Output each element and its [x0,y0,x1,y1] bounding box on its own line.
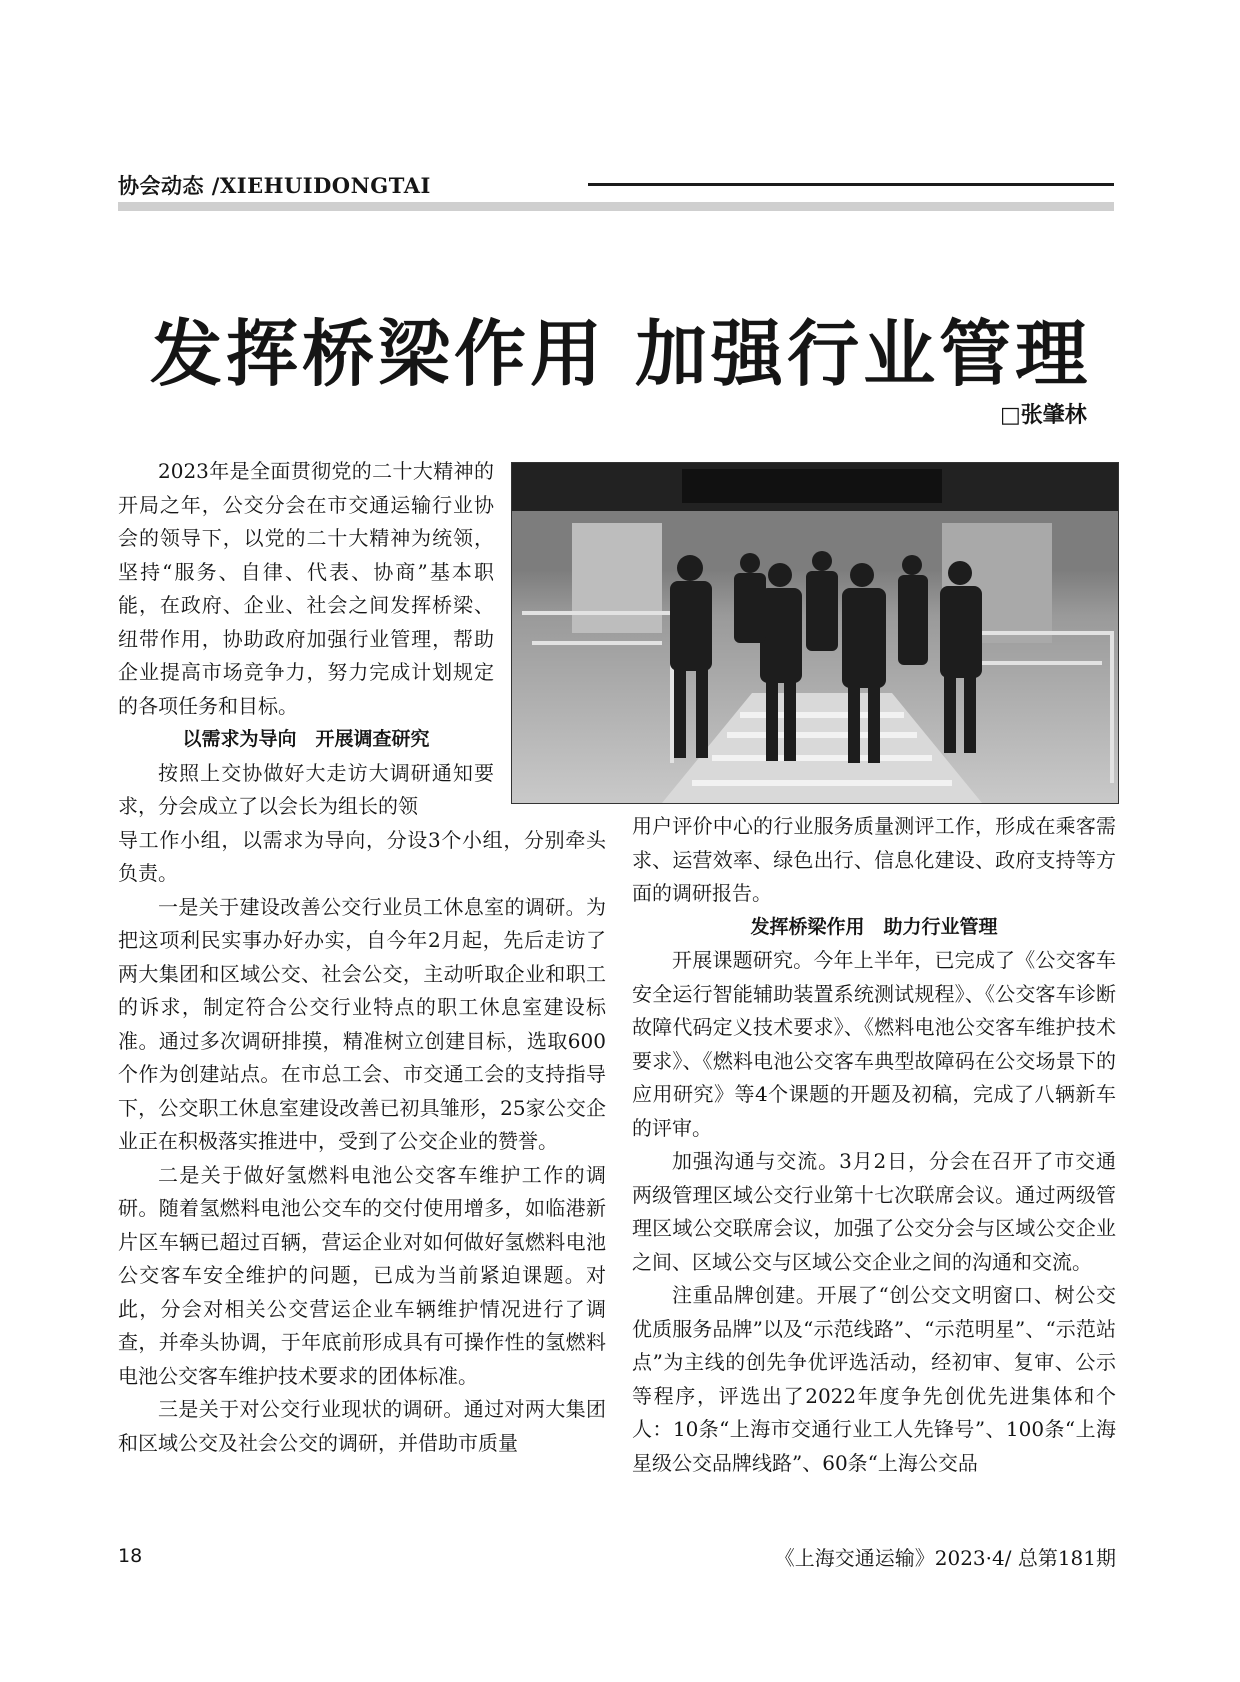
right-column [632,810,1116,1480]
issue-info: 《上海交通运输》2023·4/ 总第181期 [774,1546,1116,1570]
paragraph-research-intro-cont: 导工作小组，以需求为导向，分设3个小组，分别牵头负责。 [118,827,606,885]
article-title: 发挥桥梁作用 加强行业管理 [150,311,1092,396]
paragraph-brand-building: 注重品牌创建。开展了“创公交文明窗口、树公交优质服务品牌”以及“示范线路”、“示范明星”、“示范站点”为主线的创先争优评选活动，经初审、复审、公示等程序，评选出了2022年度争先创优先进集体和个人：10条“上海市交通行业工人先锋号”、100条“上海星级公交品牌线路”、60条“上海公交品 [632,1283,1116,1475]
section-header [118,168,1114,208]
intro-paragraph: 2023年是全面贯彻党的二十大精神的开局之年，公交分会在市交通运输行业协会的领导下，以党的二十大精神为统领，坚持“服务、自律、代表、协商”基本职能，在政府、企业、社会之间发挥桥梁、纽带作用，协助政府加强行业管理，帮助企业提高市场竞争力，努力完成计划规定的各项任务和目标。 [118,459,494,718]
paragraph-survey-cont: 用户评价中心的行业服务质量测评工作，形成在乘客需求、运营效率、绿色出行、信息化建设、政府支持等方面的调研报告。 [632,814,1116,905]
header-gray-band [118,202,1114,211]
paragraph-research-topics: 开展课题研究。今年上半年，已完成了《公交客车安全运行智能辅助装置系统测试规程》、《公交客车诊断故障代码定义技术要求》、《燃料电池公交客车维护技术要求》、《燃料电池公交客车典型故障码在公交场景下的应用研究》等4个课题的开题及初稿，完成了八辆新车的评审。 [632,948,1116,1140]
page-number: 18 [118,1545,143,1567]
section-label: 协会动态 /XIEHUIDONGTAI [118,173,431,198]
paragraph-communication: 加强沟通与交流。3月2日，分会在召开了市交通两级管理区域公交行业第十七次联席会议。通过两级管理区域公交联席会议，加强了公交分会与区域公交企业之间、区域公交与区域公交企业之间的沟通和交流。 [632,1149,1116,1274]
paragraph-rest-room: 一是关于建设改善公交行业员工休息室的调研。为把这项利民实事办好办实，自今年2月起，先后走访了两大集团和区域公交、社会公交，主动听取企业和职工的诉求，制定符合公交行业特点的职工休息室建设标准。通过多次调研排摸，精准树立创建目标，选取600个作为创建站点。在市总工会、市交通工会的支持指导下，公交职工休息室建设改善已初具雏形，25家公交企业正在积极落实推进中，受到了公交企业的赞誉。 [118,894,606,1153]
paragraph-research-intro: 按照上交协做好大走访大调研通知要求，分会成立了以会长为组长的领 [118,760,494,818]
header-rule [588,183,1114,186]
section-heading-research: 以需求为导向 开展调查研究 [182,728,430,750]
paragraph-hydrogen-bus: 二是关于做好氢燃料电池公交客车维护工作的调研。随着氢燃料电池公交车的交付使用增多，如临港新片区车辆已超过百辆，营运企业对如何做好氢燃料电池公交客车安全维护的问题，已成为当前紧迫课题。对此，分会对相关公交营运企业车辆维护情况进行了调查，并牵头协调，于年底前形成具有可操作性的氢燃料电池公交客车维护技术要求的团体标准。 [118,1162,606,1388]
section-heading-bridge: 发挥桥梁作用 助力行业管理 [750,915,998,938]
paragraph-industry-status: 三是关于对公交行业现状的调研。通过对两大集团和区域公交及社会公交的调研，并借助市质量 [118,1397,606,1455]
article-author: □张肇林 [1000,403,1087,428]
left-column [118,455,606,1460]
